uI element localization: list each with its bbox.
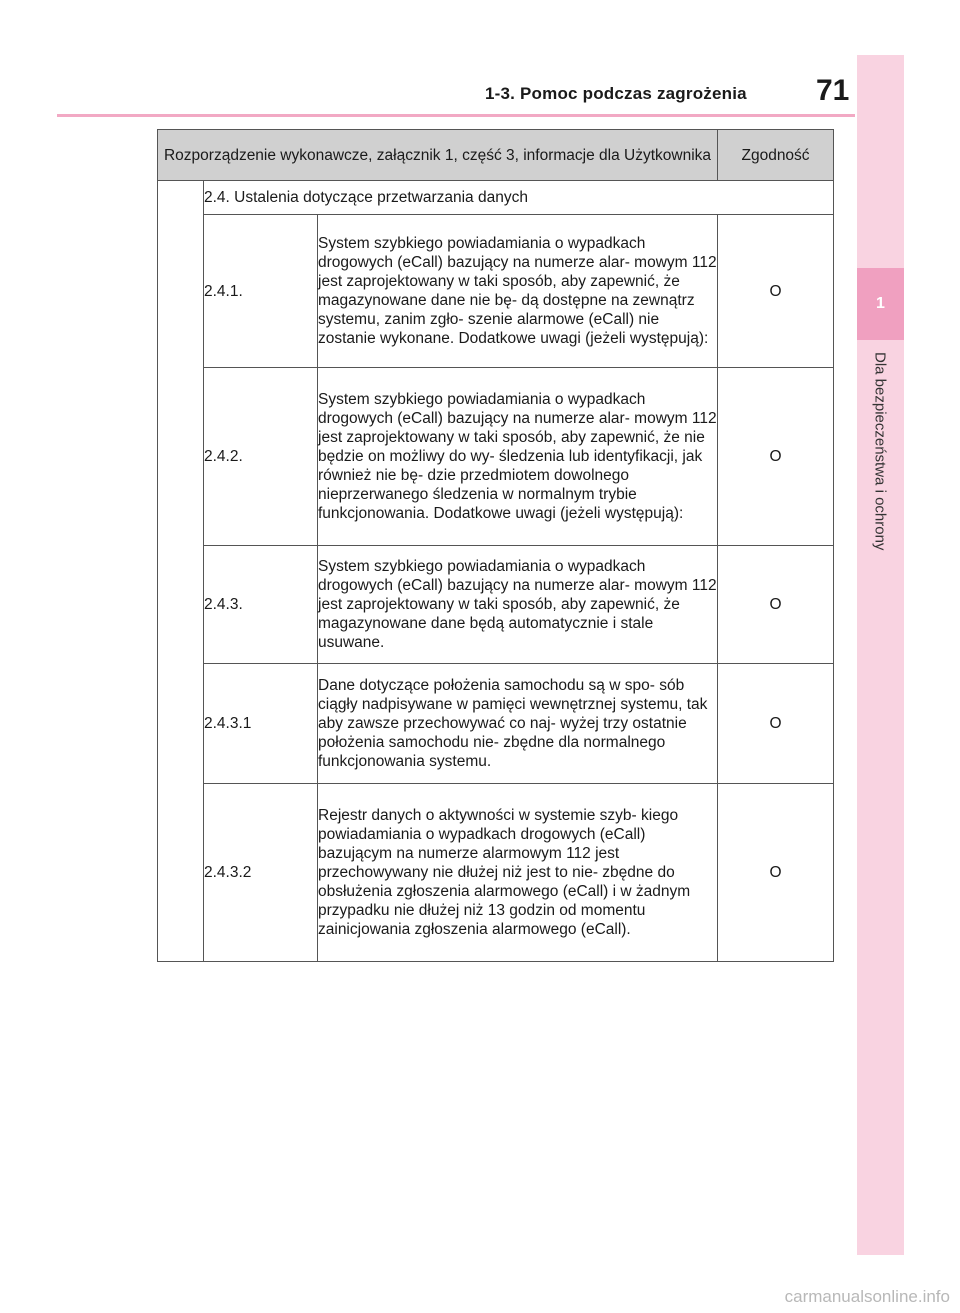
row-number: 2.4.2. xyxy=(204,368,318,546)
row-number: 2.4.3.2 xyxy=(204,784,318,962)
row-number: 2.4.3.1 xyxy=(204,664,318,784)
side-chapter-label: Dla bezpieczeństwa i ochrony xyxy=(871,352,889,551)
section-heading: 2.4. Ustalenia dotyczące przetwarzania danych xyxy=(204,181,834,215)
table-row xyxy=(158,368,834,546)
row-text: Rejestr danych o aktywności w systemie szyb- kiego powiadamiania o wypadkach drogowych (eCall) bazującym na numerze alarmowym 112 jest przechowywany nie dłużej niż jest to nie- zbędne do obsłużenia zgłoszenia alarmowego (eCall) i w żadnym przypadku nie dłużej niż 13 godzin od momentu zainicjowania zgłoszenia alarmowego (eCall). xyxy=(318,784,718,962)
page-number: 71 xyxy=(816,74,850,107)
row-compliance: O xyxy=(718,664,834,784)
regulation-table xyxy=(157,129,834,962)
row-compliance: O xyxy=(718,215,834,368)
watermark: carmanualsonline.info xyxy=(784,1287,950,1306)
side-chapter-number: 1 xyxy=(857,268,904,340)
section-heading-row xyxy=(158,181,834,215)
header-requirement: Rozporządzenie wykonawcze, załącznik 1, część 3, informacje dla Użytkownika xyxy=(158,130,718,181)
row-compliance: O xyxy=(718,784,834,962)
row-compliance: O xyxy=(718,368,834,546)
row-text: System szybkiego powiadamiania o wypadkach drogowych (eCall) bazujący na numerze alar- mowym 112 jest zaprojektowany w taki sposób, aby zapewnić, że nie będzie on możliwy do wy- śledzenia lub identyfikacji, jak również nie bę- dzie przedmiotem dowolnego nieprzerwanego śledzenia w normalnym trybie funkcjonowania. Dodatkowe uwagi (jeżeli występują): xyxy=(318,368,718,546)
table-header-row xyxy=(158,130,834,181)
row-compliance: O xyxy=(718,546,834,664)
blank-margin-cell xyxy=(158,181,204,962)
table-row xyxy=(158,784,834,962)
table-row xyxy=(158,664,834,784)
row-number: 2.4.3. xyxy=(204,546,318,664)
row-text: System szybkiego powiadamiania o wypadkach drogowych (eCall) bazujący na numerze alar- mowym 112 jest zaprojektowany w taki sposób, aby zapewnić, że magazynowane dane nie bę- dą dostępne na zewnątrz systemu, zanim zgło- szenie alarmowe (eCall) nie zostanie wykonane. Dodatkowe uwagi (jeżeli występują): xyxy=(318,215,718,368)
section-title: 1-3. Pomoc podczas zagrożenia xyxy=(485,84,747,103)
header-compliance: Zgodność xyxy=(718,130,834,181)
row-number: 2.4.1. xyxy=(204,215,318,368)
table-row xyxy=(158,215,834,368)
header-rule xyxy=(57,114,855,117)
row-text: System szybkiego powiadamiania o wypadkach drogowych (eCall) bazujący na numerze alar- mowym 112 jest zaprojektowany w taki sposób, aby zapewnić, że magazynowane dane będą automatycznie i stale usuwane. xyxy=(318,546,718,664)
side-tab xyxy=(857,55,904,1255)
table-row xyxy=(158,546,834,664)
row-text: Dane dotyczące położenia samochodu są w spo- sób ciągły nadpisywane w pamięci wewnętrznej systemu, tak aby zawsze przechowywać co naj- wyżej trzy ostatnie położenia samochodu nie- zbędne dla normalnego funkcjonowania systemu. xyxy=(318,664,718,784)
